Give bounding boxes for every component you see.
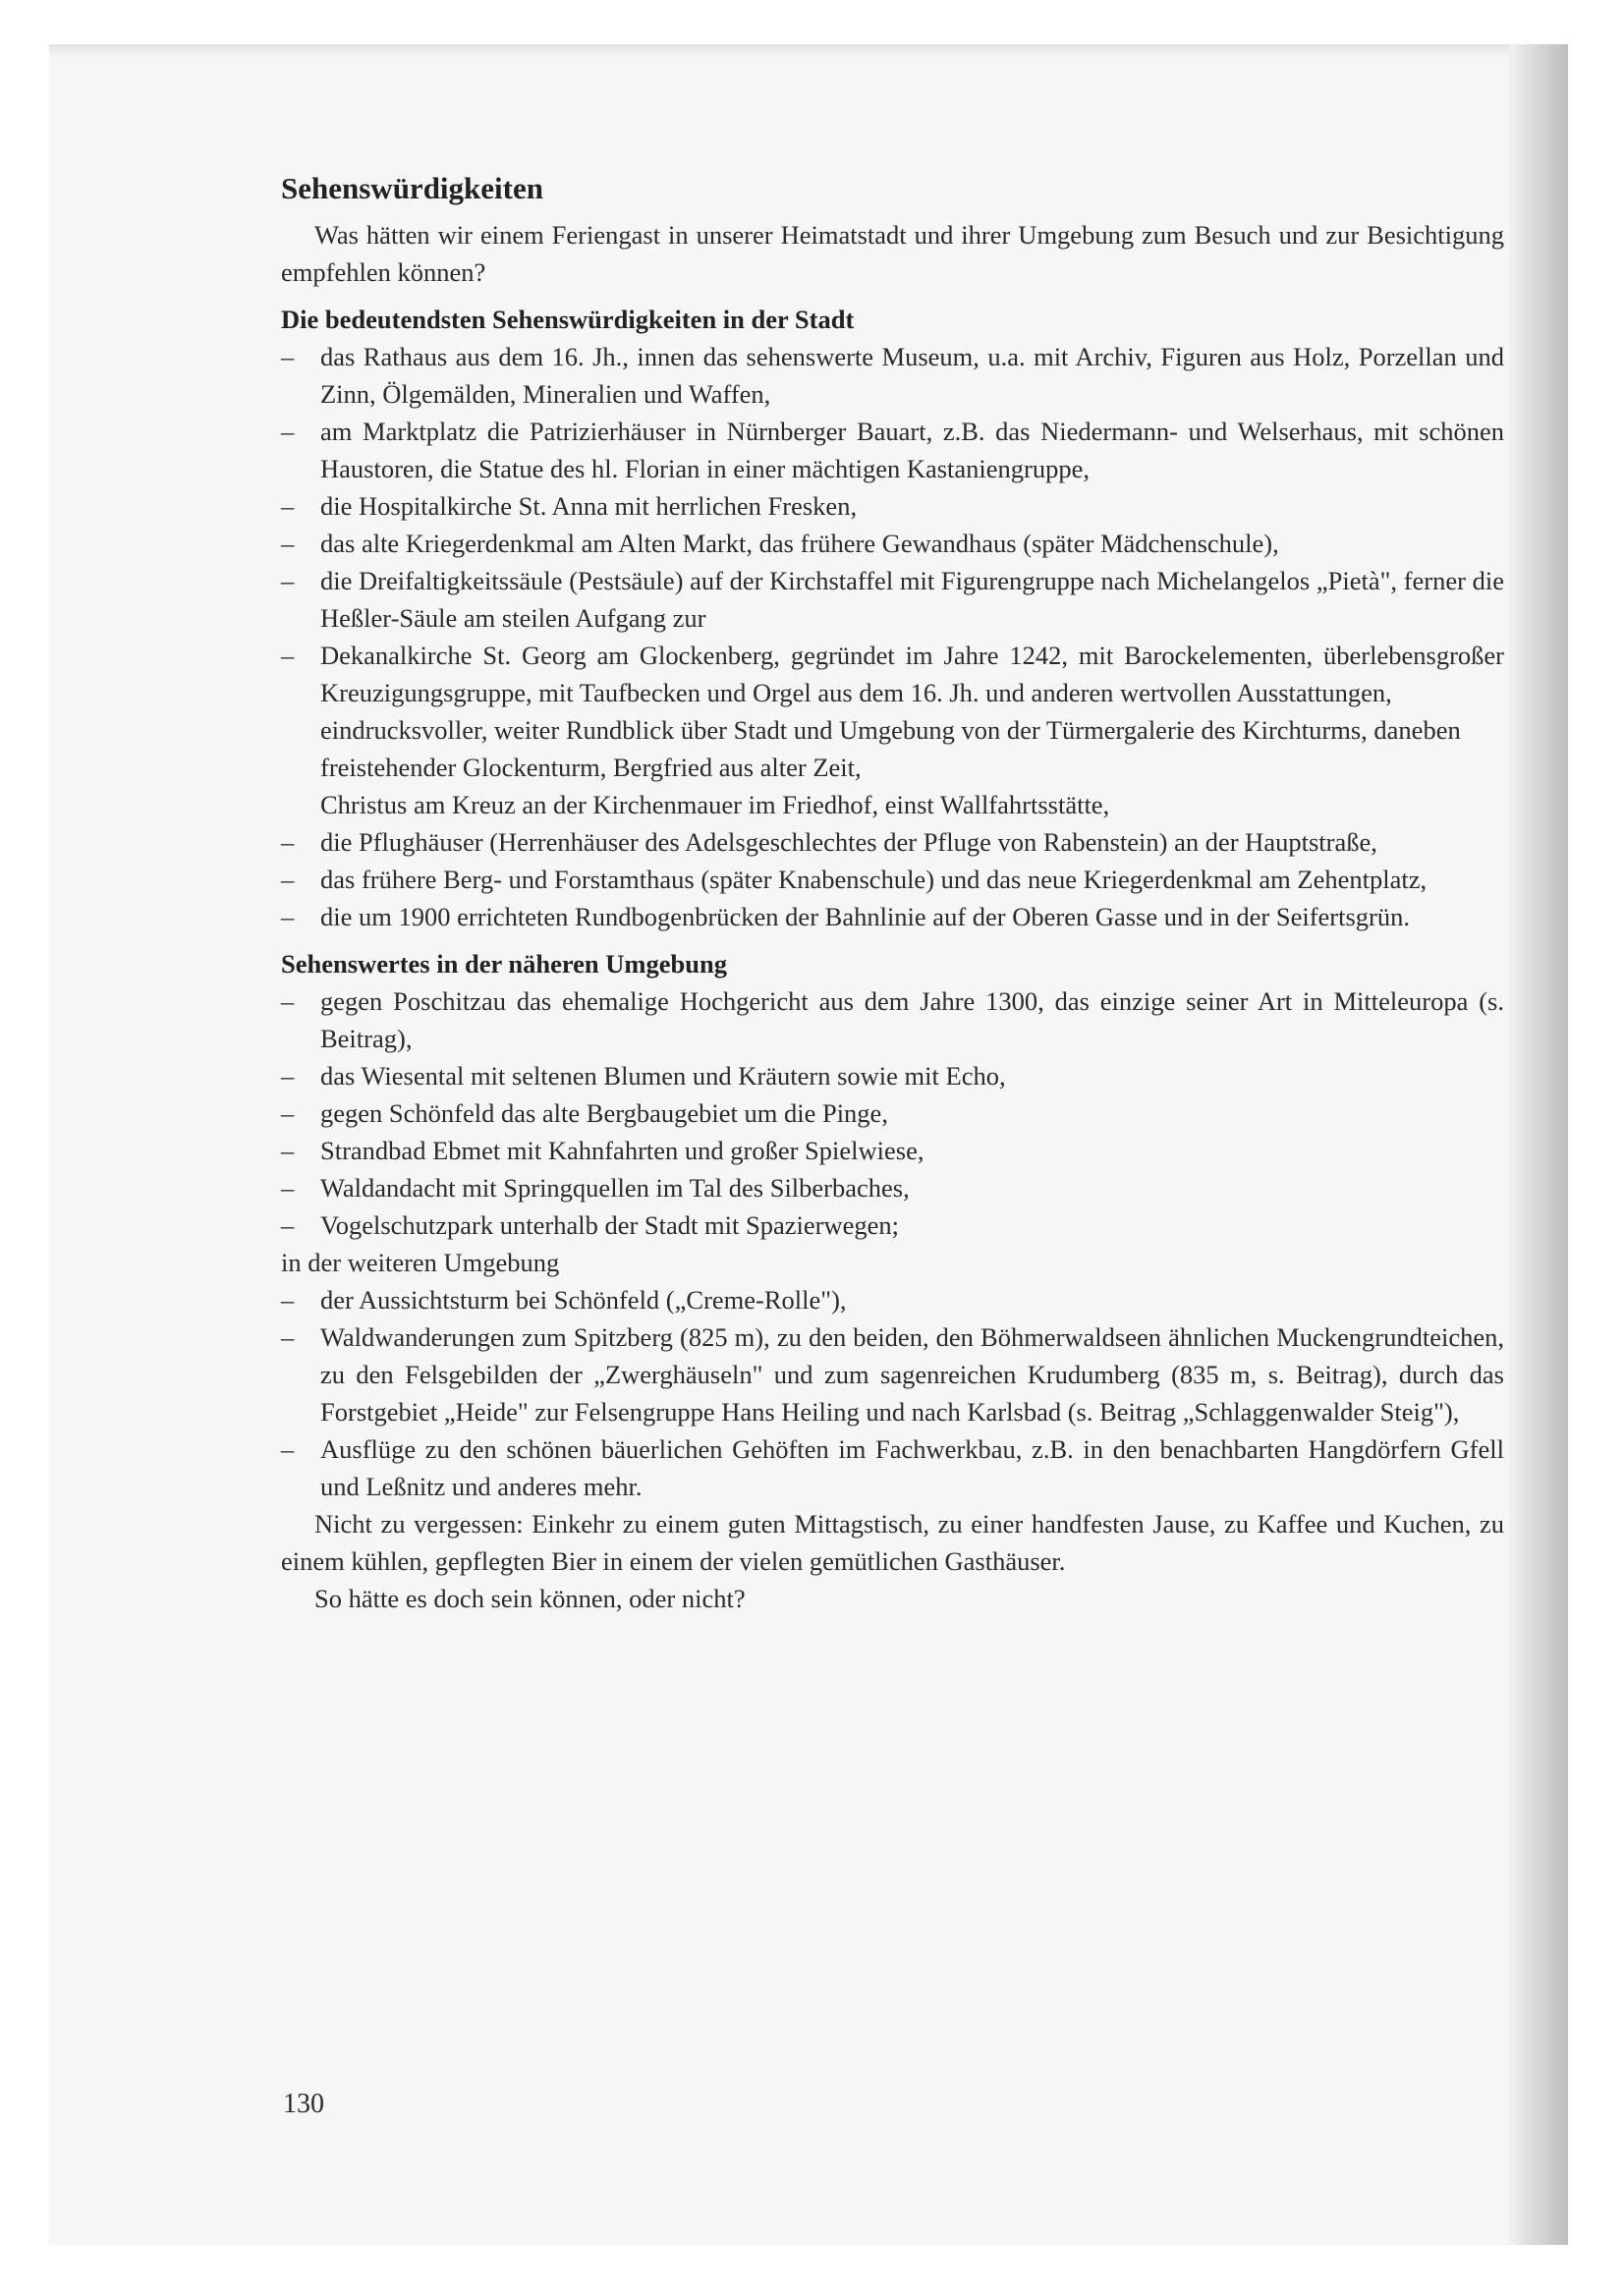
closing-paragraph: Nicht zu vergessen: Einkehr zu einem guten Mittagstisch, zu einer handfesten Jause, zu Kaffee und Kuchen, zu einem kühlen, gepflegten Bier in einem der vielen gemütlichen Gasthäuser. bbox=[281, 1509, 1504, 1576]
list-item-continuation: Christus am Kreuz an der Kirchenmauer im Friedhof, einst Wallfahrtsstätte, bbox=[320, 790, 1110, 819]
list-item: – am Marktplatz die Patrizierhäuser in Nürnberger Bauart, z.B. das Niedermann- und Welserhaus, mit schönen Haustoren, die Statue des hl. Florian in einer mächtigen Kastaniengruppe, bbox=[281, 417, 1504, 483]
list-item: – Strandbad Ebmet mit Kahnfahrten und großer Spielwiese, bbox=[281, 1136, 924, 1165]
list-item: – Ausflüge zu den schönen bäuerlichen Gehöften im Fachwerkbau, z.B. in den benachbarten Hangdörfern Gfell und Leßnitz und anderes mehr. bbox=[281, 1434, 1504, 1501]
list-item: – das alte Kriegerdenkmal am Alten Markt, das frühere Gewandhaus (später Mädchenschule), bbox=[281, 529, 1279, 558]
list-item: – Waldandacht mit Springquellen im Tal des Silberbaches, bbox=[281, 1173, 910, 1203]
list-item: – gegen Schönfeld das alte Bergbaugebiet um die Pinge, bbox=[281, 1098, 888, 1128]
list-item: – Vogelschutzpark unterhalb der Stadt mit Spazierwegen; bbox=[281, 1210, 899, 1240]
list-item: – Dekanalkirche St. Georg am Glockenberg, gegründet im Jahre 1242, mit Barockelementen, überlebensgroßer Kreuzigungsgruppe, mit Taufbecken und Orgel aus dem 16. Jh. und anderen wertvollen Ausstattungen, bbox=[281, 641, 1504, 707]
list-city-sights bbox=[281, 338, 1504, 935]
page-title: Sehenswürdigkeiten bbox=[281, 171, 543, 205]
list-item: – Waldwanderungen zum Spitzberg (825 m), zu den beiden, den Böhmerwaldseen ähnlichen Muckengrundteichen, zu den Felsgebilden der „Zwerghäuseln" und zum sagenreichen Krudumberg (835 m, s. Beitrag), durch das Forstgebiet „Heide" zur Felsengruppe Hans Heiling und nach Karlsbad (s. Beitrag „Schlaggenwalder Steig"), bbox=[281, 1322, 1504, 1427]
list-item: – die Dreifaltigkeitssäule (Pestsäule) auf der Kirchstaffel mit Figurengruppe nach Michelangelos „Pietà", ferner die Heßler-Säule am steilen Aufgang zur bbox=[281, 566, 1504, 633]
closing-question: So hätte es doch sein können, oder nicht? bbox=[314, 1584, 746, 1613]
list-item-continuation: freistehender Glockenturm, Bergfried aus alter Zeit, bbox=[320, 753, 862, 782]
list-item-continuation: eindrucksvoller, weiter Rundblick über Stadt und Umgebung von der Türmergalerie des Kirchturms, daneben bbox=[320, 715, 1461, 745]
list-item: – das frühere Berg- und Forstamthaus (später Knabenschule) und das neue Kriegerdenkmal am Zehentplatz, bbox=[281, 865, 1428, 894]
list-item: – das Rathaus aus dem 16. Jh., innen das sehenswerte Museum, u.a. mit Archiv, Figuren aus Holz, Porzellan und Zinn, Ölgemälden, Mineralien und Waffen, bbox=[281, 342, 1504, 409]
intro-paragraph: Was hätten wir einem Feriengast in unserer Heimatstadt und ihrer Umgebung zum Besuch und zur Besichtigung empfehlen können? bbox=[281, 220, 1504, 287]
list-item: – der Aussichtsturm bei Schönfeld („Creme-Rolle"), bbox=[281, 1285, 847, 1315]
list-item: – die Pflughäuser (Herrenhäuser des Adelsgeschlechtes der Pfluge von Rabenstein) an der Hauptstraße, bbox=[281, 827, 1377, 857]
list-item: – die Hospitalkirche St. Anna mit herrlichen Fresken, bbox=[281, 491, 858, 521]
page-edge-shadow-right bbox=[1509, 44, 1568, 2245]
page-number: 130 bbox=[283, 2089, 324, 2119]
subheading-wider-surroundings: in der weiteren Umgebung bbox=[281, 1248, 560, 1277]
page-edge-shadow-top bbox=[49, 44, 1562, 58]
section-heading-surroundings: Sehenswertes in der näheren Umgebung bbox=[281, 949, 727, 979]
list-item: – gegen Poschitzau das ehemalige Hochgericht aus dem Jahre 1300, das einzige seiner Art in Mitteleuropa (s. Beitrag), bbox=[281, 986, 1504, 1053]
list-item: – das Wiesental mit seltenen Blumen und Kräutern sowie mit Echo, bbox=[281, 1061, 1006, 1091]
list-near-surroundings bbox=[281, 982, 1504, 1244]
page-text bbox=[281, 167, 1504, 1617]
list-item: – die um 1900 errichteten Rundbogenbrücken der Bahnlinie auf der Oberen Gasse und in der Seifertsgrün. bbox=[281, 902, 1410, 931]
list-wider-surroundings bbox=[281, 1281, 1504, 1505]
section-heading-city: Die bedeutendsten Sehenswürdigkeiten in der Stadt bbox=[281, 305, 855, 334]
